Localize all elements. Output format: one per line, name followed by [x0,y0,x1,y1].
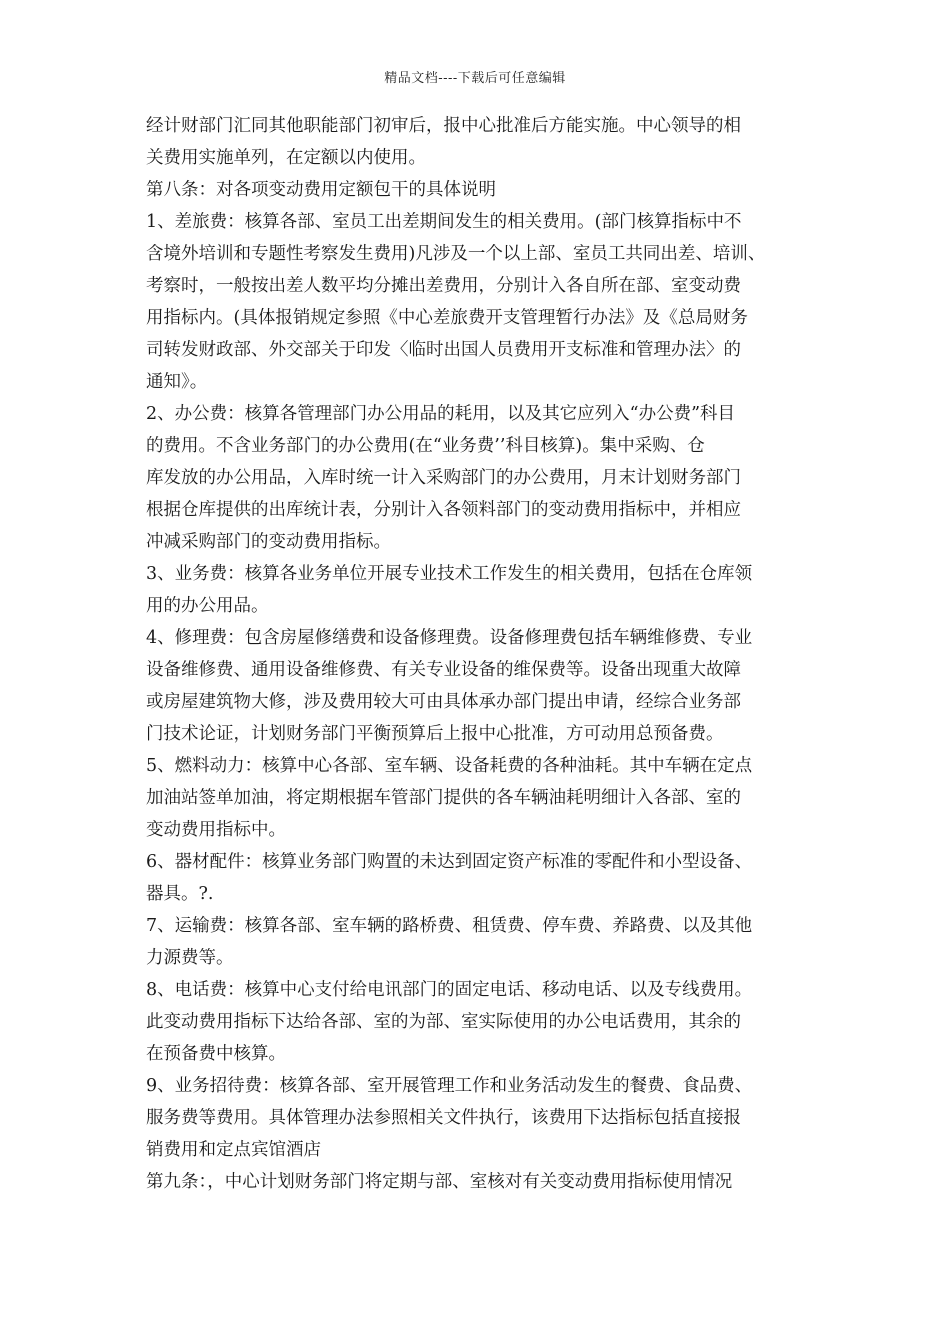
text-line: 3、业务费：核算各业务单位开展专业技术工作发生的相关费用，包括在仓库领 [146,564,753,584]
text-line: 1、差旅费：核算各部、室员工出差期间发生的相关费用。(部门核算指标中不 [146,212,742,232]
section-heading: 第八条：对各项变动费用定额包干的具体说明 [146,180,496,200]
text-line: 考察时，一般按出差人数平均分摊出差费用，分别计入各自所在部、室变动费 [146,276,741,296]
section-heading: 第九条：，中心计划财务部门将定期与部、室核对有关变动费用指标使用情况 [146,1172,733,1192]
text-line: 2、办公费：核算各管理部门办公用品的耗用，以及其它应列入“办公费”科目 [146,404,736,424]
text-line: 用指标内。(具体报销规定参照《中心差旅费开支管理暂行办法》及《总局财务 [146,308,748,328]
text-line: 8、电话费：核算中心支付给电讯部门的固定电话、移动电话、以及专线费用。 [146,980,753,1000]
text-line: 司转发财政部、外交部关于印发〈临时出国人员费用开支标准和管理办法〉的 [146,340,741,360]
text-line: 服务费等费用。具体管理办法参照相关文件执行，该费用下达指标包括直接报 [146,1108,741,1128]
text-line: 力源费等。 [146,948,234,968]
text-line: 销费用和定点宾馆酒店 [146,1140,321,1160]
text-line: 关费用实施单列，在定额以内使用。 [146,148,426,168]
text-line: 的费用。不含业务部门的办公费用(在“业务费’’科目核算)。集中采购、仓 [146,436,705,456]
text-line: 9、业务招待费：核算各部、室开展管理工作和业务活动发生的餐费、食品费、 [146,1076,753,1096]
text-line: 此变动费用指标下达给各部、室的为部、室实际使用的办公电话费用，其余的 [146,1012,741,1032]
page-header: 精品文档----下载后可任意编辑 [384,71,566,86]
text-line: 变动费用指标中。 [146,820,286,840]
text-line: 库发放的办公用品，入库时统一计入采购部门的办公费用，月末计划财务部门 [146,468,741,488]
text-line: 设备维修费、通用设备维修费、有关专业设备的维保费等。设备出现重大故障 [146,660,741,680]
text-line: 用的办公用品。 [146,596,269,616]
text-line: 6、器材配件：核算业务部门购置的未达到固定资产标准的零配件和小型设备、 [146,852,753,872]
text-line: 含境外培训和专题性考察发生费用)凡涉及一个以上部、室员工共同出差、培训、 [146,244,766,264]
text-line: 通知》。 [146,372,208,392]
text-line: 5、燃料动力：核算中心各部、室车辆、设备耗费的各种油耗。其中车辆在定点 [146,756,753,776]
text-line: 根据仓库提供的出库统计表，分别计入各领料部门的变动费用指标中，并相应 [146,500,741,520]
text-line: 或房屋建筑物大修，涉及费用较大可由具体承办部门提出申请，经综合业务部 [146,692,741,712]
text-line: 加油站签单加油，将定期根据车管部门提供的各车辆油耗明细计入各部、室的 [146,788,741,808]
text-line: 在预备费中核算。 [146,1044,286,1064]
document-body [146,110,816,1198]
text-line: 7、运输费：核算各部、室车辆的路桥费、租赁费、停车费、养路费、以及其他 [146,916,753,936]
text-line: 4、修理费：包含房屋修缮费和设备修理费。设备修理费包括车辆维修费、专业 [146,628,753,648]
text-line: 器具。?. [146,884,214,904]
text-line: 冲减采购部门的变动费用指标。 [146,532,391,552]
text-line: 经计财部门汇同其他职能部门初审后，报中心批准后方能实施。中心领导的相 [146,116,741,136]
text-line: 门技术论证，计划财务部门平衡预算后上报中心批准，方可动用总预备费。 [146,724,724,744]
